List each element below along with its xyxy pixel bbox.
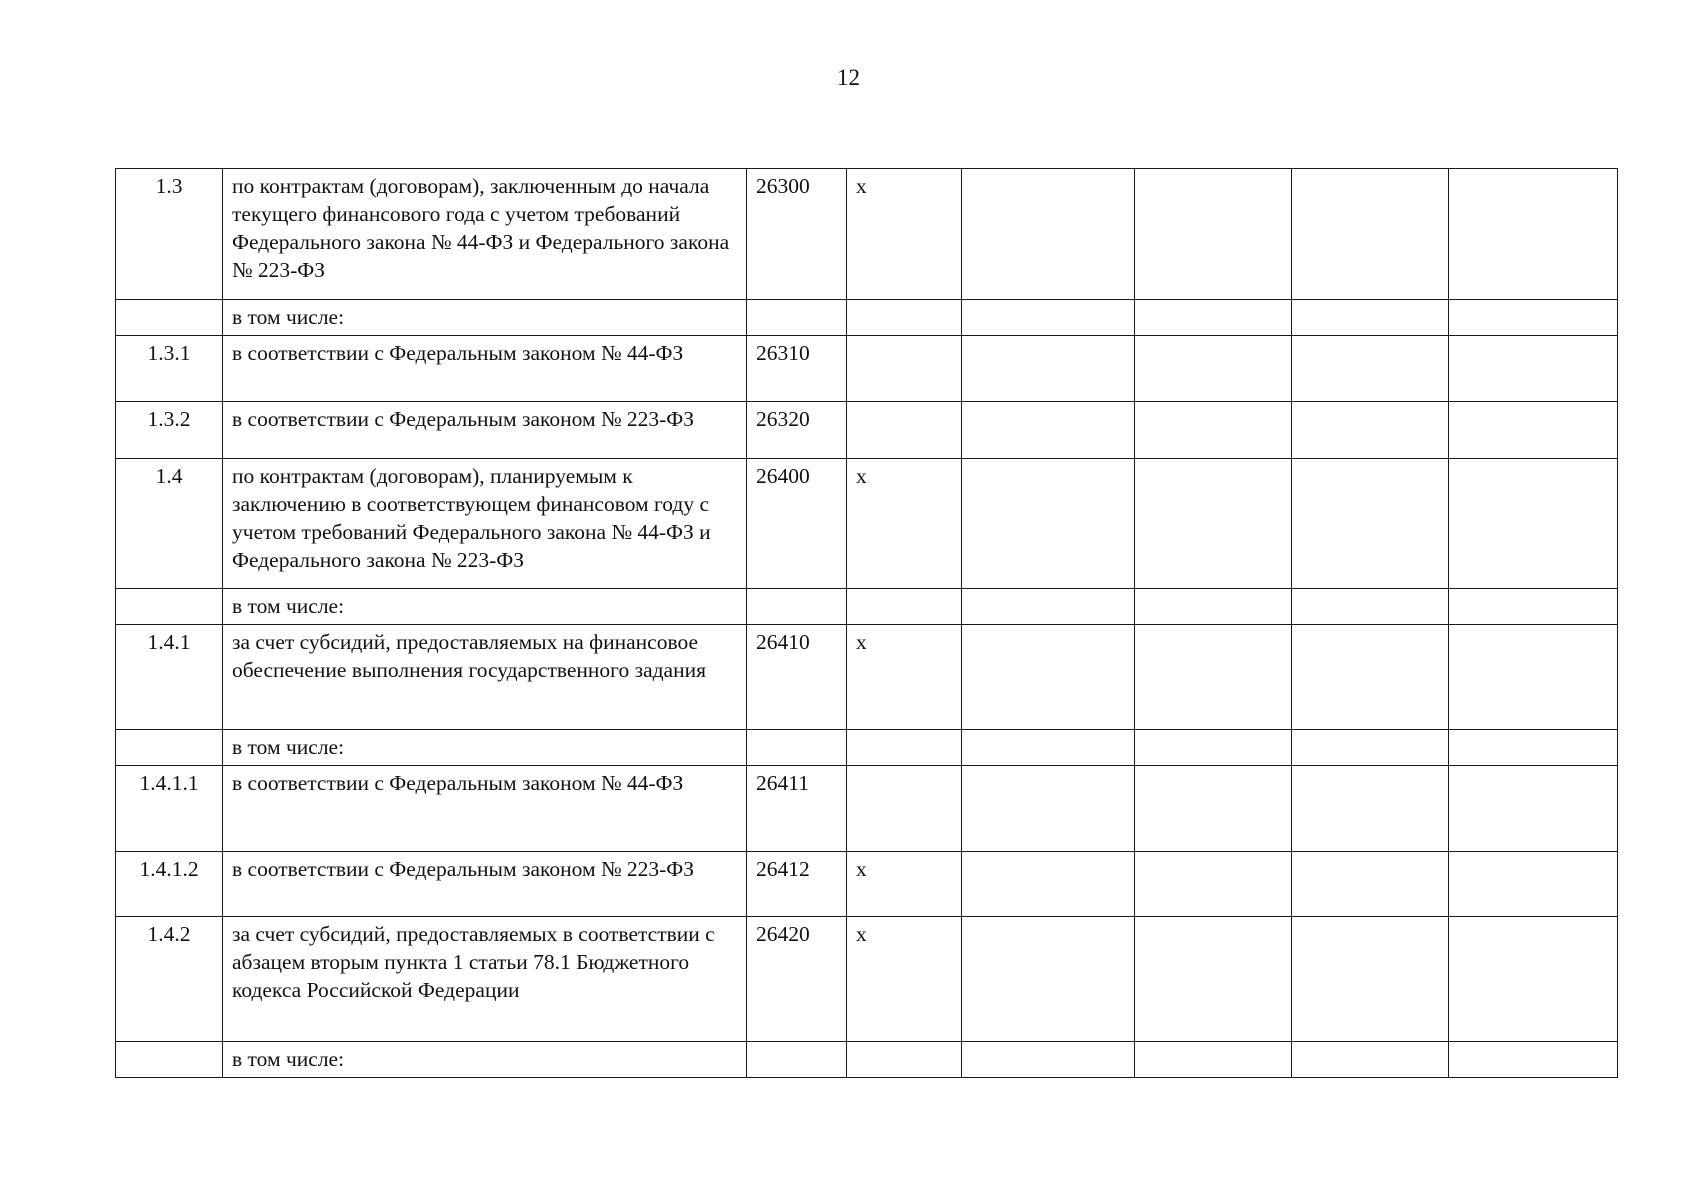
empty-cell bbox=[1292, 917, 1449, 1042]
row-code: 26400 bbox=[747, 459, 847, 589]
empty-cell bbox=[1292, 852, 1449, 917]
row-mark bbox=[847, 730, 962, 766]
row-number: 1.4.1 bbox=[116, 625, 223, 730]
row-mark bbox=[847, 336, 962, 402]
table-row bbox=[116, 169, 1618, 300]
empty-cell bbox=[1135, 459, 1292, 589]
table-row bbox=[116, 625, 1618, 730]
table-row bbox=[116, 766, 1618, 852]
table-row bbox=[116, 402, 1618, 459]
row-mark: х bbox=[847, 169, 962, 300]
empty-cell bbox=[1292, 336, 1449, 402]
empty-cell bbox=[1292, 300, 1449, 336]
empty-cell bbox=[1292, 766, 1449, 852]
row-description: в соответствии с Федеральным законом № 223-ФЗ bbox=[223, 852, 747, 917]
row-description: в соответствии с Федеральным законом № 223-ФЗ bbox=[223, 402, 747, 459]
empty-cell bbox=[1135, 625, 1292, 730]
row-code: 26310 bbox=[747, 336, 847, 402]
empty-cell bbox=[1135, 169, 1292, 300]
empty-cell bbox=[1449, 852, 1618, 917]
empty-cell bbox=[1135, 300, 1292, 336]
empty-cell bbox=[1449, 589, 1618, 625]
row-number: 1.3.1 bbox=[116, 336, 223, 402]
row-number: 1.4.1.1 bbox=[116, 766, 223, 852]
empty-cell bbox=[962, 300, 1135, 336]
row-description: в том числе: bbox=[223, 1042, 747, 1078]
row-code: 26320 bbox=[747, 402, 847, 459]
empty-cell bbox=[1449, 169, 1618, 300]
empty-cell bbox=[1135, 1042, 1292, 1078]
table-row bbox=[116, 1042, 1618, 1078]
row-description: по контрактам (договорам), заключенным до начала текущего финансового года с учетом требований Федерального закона № 44-ФЗ и Федерального закона № 223-ФЗ bbox=[223, 169, 747, 300]
row-code: 26411 bbox=[747, 766, 847, 852]
empty-cell bbox=[962, 589, 1135, 625]
table-row bbox=[116, 852, 1618, 917]
row-mark: х bbox=[847, 459, 962, 589]
row-number: 1.3.2 bbox=[116, 402, 223, 459]
row-code bbox=[747, 300, 847, 336]
row-description: в соответствии с Федеральным законом № 44-ФЗ bbox=[223, 336, 747, 402]
row-number bbox=[116, 589, 223, 625]
row-description: в том числе: bbox=[223, 589, 747, 625]
empty-cell bbox=[962, 1042, 1135, 1078]
row-code: 26300 bbox=[747, 169, 847, 300]
empty-cell bbox=[962, 917, 1135, 1042]
row-number: 1.4.1.2 bbox=[116, 852, 223, 917]
empty-cell bbox=[1292, 730, 1449, 766]
row-code: 26412 bbox=[747, 852, 847, 917]
empty-cell bbox=[1135, 766, 1292, 852]
empty-cell bbox=[1135, 730, 1292, 766]
row-number bbox=[116, 730, 223, 766]
row-code: 26420 bbox=[747, 917, 847, 1042]
empty-cell bbox=[1449, 459, 1618, 589]
page-number: 12 bbox=[837, 65, 860, 90]
empty-cell bbox=[1292, 169, 1449, 300]
table-row bbox=[116, 459, 1618, 589]
empty-cell bbox=[962, 852, 1135, 917]
row-number: 1.4.2 bbox=[116, 917, 223, 1042]
empty-cell bbox=[1449, 625, 1618, 730]
row-mark bbox=[847, 766, 962, 852]
row-mark bbox=[847, 1042, 962, 1078]
row-mark bbox=[847, 402, 962, 459]
empty-cell bbox=[1135, 589, 1292, 625]
row-mark: х bbox=[847, 625, 962, 730]
empty-cell bbox=[1449, 336, 1618, 402]
row-code bbox=[747, 589, 847, 625]
row-number: 1.4 bbox=[116, 459, 223, 589]
row-code bbox=[747, 730, 847, 766]
table-row bbox=[116, 300, 1618, 336]
empty-cell bbox=[962, 766, 1135, 852]
empty-cell bbox=[1292, 459, 1449, 589]
row-description: за счет субсидий, предоставляемых на финансовое обеспечение выполнения государственного задания bbox=[223, 625, 747, 730]
empty-cell bbox=[1135, 917, 1292, 1042]
row-number: 1.3 bbox=[116, 169, 223, 300]
row-number bbox=[116, 1042, 223, 1078]
row-mark bbox=[847, 589, 962, 625]
table-row bbox=[116, 589, 1618, 625]
table-row bbox=[116, 730, 1618, 766]
report-table bbox=[115, 168, 1618, 1078]
empty-cell bbox=[1292, 1042, 1449, 1078]
empty-cell bbox=[962, 730, 1135, 766]
empty-cell bbox=[1449, 300, 1618, 336]
table-row bbox=[116, 336, 1618, 402]
row-description: в том числе: bbox=[223, 730, 747, 766]
row-mark: х bbox=[847, 917, 962, 1042]
empty-cell bbox=[1135, 336, 1292, 402]
row-description: за счет субсидий, предоставляемых в соответствии с абзацем вторым пункта 1 статьи 78.1 Бюджетного кодекса Российской Федерации bbox=[223, 917, 747, 1042]
empty-cell bbox=[1449, 917, 1618, 1042]
empty-cell bbox=[962, 336, 1135, 402]
row-description: в соответствии с Федеральным законом № 44-ФЗ bbox=[223, 766, 747, 852]
empty-cell bbox=[1449, 730, 1618, 766]
row-code bbox=[747, 1042, 847, 1078]
empty-cell bbox=[962, 459, 1135, 589]
empty-cell bbox=[1292, 589, 1449, 625]
row-number bbox=[116, 300, 223, 336]
row-mark bbox=[847, 300, 962, 336]
empty-cell bbox=[1449, 1042, 1618, 1078]
empty-cell bbox=[962, 625, 1135, 730]
row-description: в том числе: bbox=[223, 300, 747, 336]
empty-cell bbox=[1292, 625, 1449, 730]
row-description: по контрактам (договорам), планируемым к заключению в соответствующем финансовом году с учетом требований Федерального закона № 44-ФЗ и Федерального закона № 223-ФЗ bbox=[223, 459, 747, 589]
row-mark: х bbox=[847, 852, 962, 917]
row-code: 26410 bbox=[747, 625, 847, 730]
empty-cell bbox=[1135, 402, 1292, 459]
empty-cell bbox=[1135, 852, 1292, 917]
empty-cell bbox=[1449, 402, 1618, 459]
table-row bbox=[116, 917, 1618, 1042]
empty-cell bbox=[962, 169, 1135, 300]
empty-cell bbox=[962, 402, 1135, 459]
empty-cell bbox=[1449, 766, 1618, 852]
empty-cell bbox=[1292, 402, 1449, 459]
